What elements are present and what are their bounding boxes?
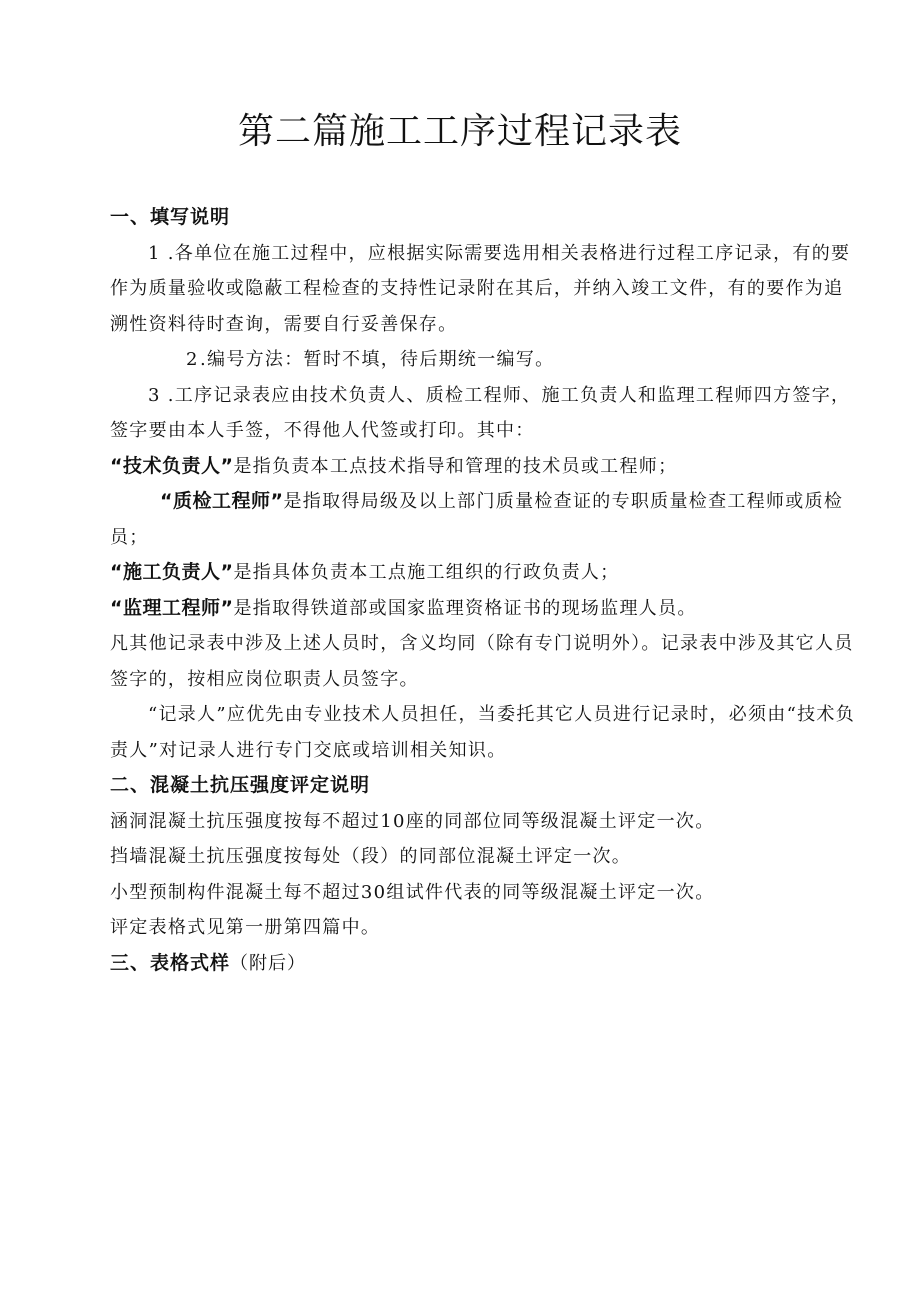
section-heading-forms-suffix: （附后） bbox=[230, 952, 307, 974]
definition-text: 是指具体负责本工点施工组织的行政负责人； bbox=[233, 562, 620, 583]
definition-quality-engineer bbox=[110, 484, 856, 555]
document-body bbox=[110, 200, 856, 981]
definition-term: “技术负责人” bbox=[110, 454, 234, 477]
concrete-rule-culvert: 涵洞混凝土抗压强度按每不超过10座的同部位同等级混凝土评定一次。 bbox=[110, 810, 715, 832]
concrete-rule-retaining-wall: 挡墙混凝土抗压强度按每处（段）的同部位混凝土评定一次。 bbox=[110, 846, 632, 867]
definition-text: 是指负责本工点技术指导和管理的技术员或工程师； bbox=[233, 455, 678, 477]
definition-technical-lead bbox=[110, 449, 856, 485]
instruction-item-1: 1 .各单位在施工过程中，应根据实际需要选用相关表格进行过程工序记录，有的要作为质量验收或隐蔽工程检查的支持性记录附在其后，并纳入竣工文件，有的要作为追溯性资料待时查询，需要自行妥善保存。 bbox=[110, 242, 851, 335]
instruction-item-2-number: 2 bbox=[186, 349, 199, 370]
page-title: 第二篇施工工序过程记录表 bbox=[237, 111, 682, 152]
instruction-item-2 bbox=[110, 342, 856, 378]
concrete-rule-precast: 小型预制构件混凝土每不超过30组试件代表的同等级混凝土评定一次。 bbox=[110, 881, 715, 903]
definition-term: “施工负责人” bbox=[110, 561, 234, 583]
note-other-personnel: 凡其他记录表中涉及上述人员时，含义均同（除有专门说明外）。记录表中涉及其它人员签字的，按相应岗位职责人员签字。 bbox=[110, 633, 854, 690]
note-recorder: “记录人”应优先由专业技术人员担任，当委托其它人员进行记录时，必须由“技术负责人”对记录人进行专门交底或培训相关知识。 bbox=[110, 704, 856, 761]
definition-term: “监理工程师” bbox=[110, 596, 234, 619]
section-heading-concrete: 二、混凝土抗压强度评定说明 bbox=[110, 774, 371, 796]
section-heading-instructions: 一、填写说明 bbox=[110, 206, 231, 228]
definition-supervision-engineer bbox=[110, 591, 856, 627]
definition-term: “质检工程师” bbox=[160, 490, 284, 512]
definition-text: 是指取得铁道部或国家监理资格证书的现场监理人员。 bbox=[233, 597, 697, 619]
definition-construction-lead bbox=[110, 555, 856, 591]
concrete-rule-reference: 评定表格式见第一册第四篇中。 bbox=[110, 917, 381, 938]
instruction-item-2-text: .编号方法：暂时不填，待后期统一编写。 bbox=[200, 349, 555, 370]
instruction-item-3: 3 .工序记录表应由技术负责人、质检工程师、施工负责人和监理工程师四方签字，签字要由本人手签，不得他人代签或打印。其中： bbox=[110, 384, 851, 441]
definition-text: 是指取得局级及以上部门质量检查证的专职质量检查工程师或质检员； bbox=[110, 491, 844, 548]
section-heading-forms bbox=[110, 946, 856, 982]
section-heading-forms-title: 三、表格式样 bbox=[110, 951, 231, 974]
